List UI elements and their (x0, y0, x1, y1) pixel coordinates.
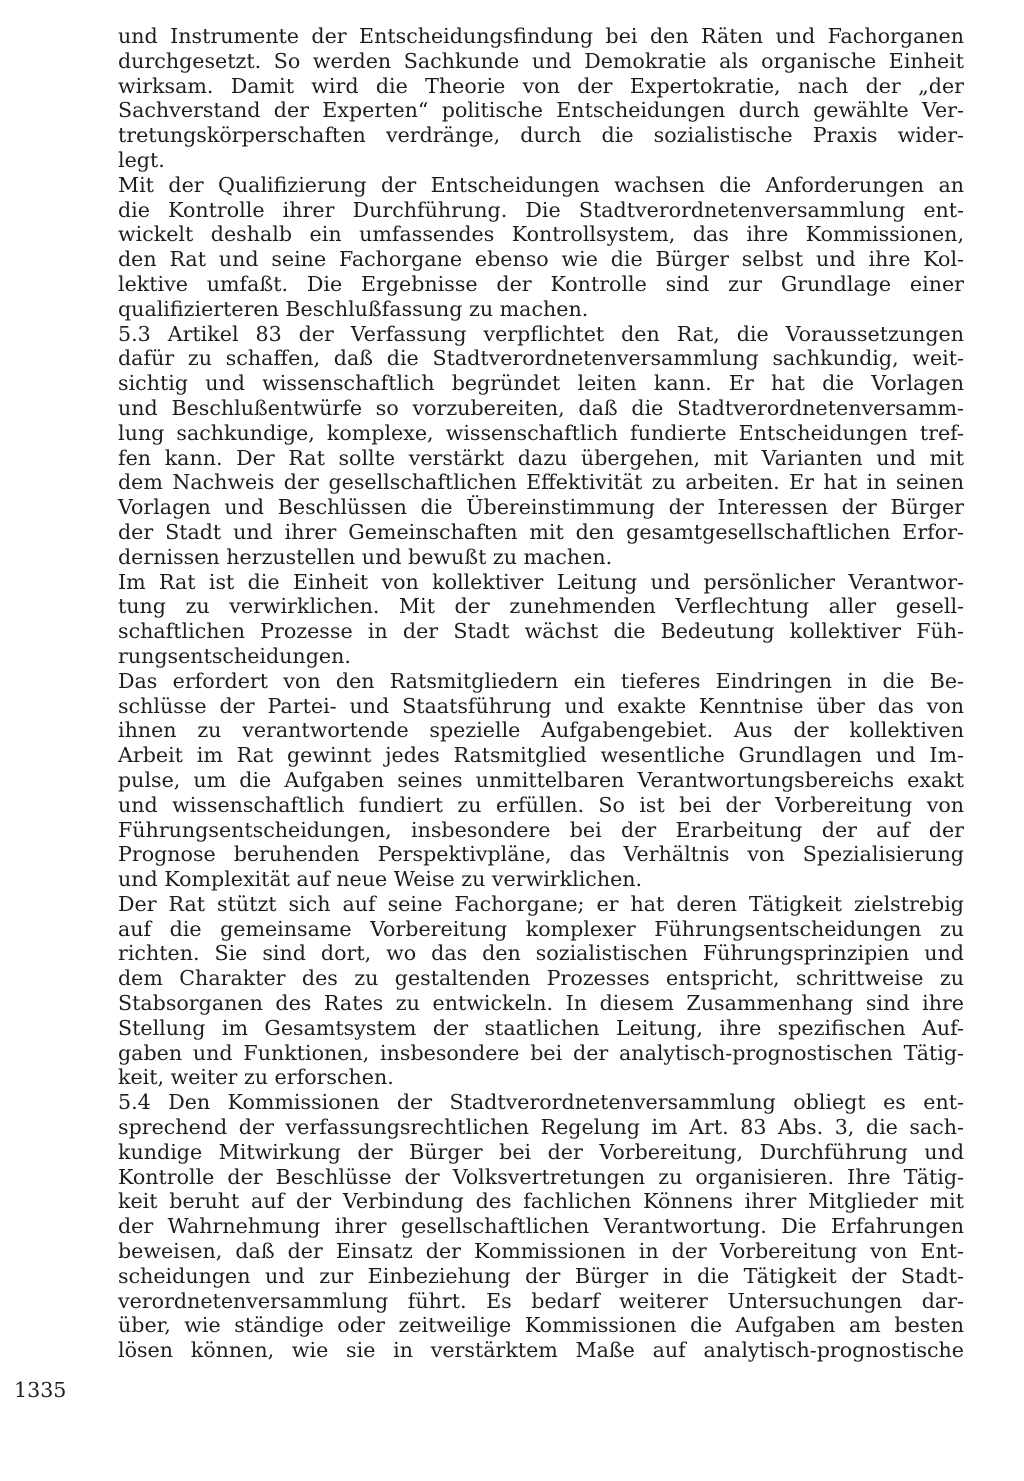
text-line: gaben und Funktionen, insbesondere bei der analytisch-prognostischen Tätig- (118, 1040, 964, 1065)
text-line: lektive umfaßt. Die Ergebnisse der Kontrolle sind zur Grundlage einer (118, 271, 964, 296)
text-line: dem Charakter des zu gestaltenden Prozesses entspricht, schrittweise zu (118, 966, 964, 991)
text-line: Prognose beruhenden Perspektivpläne, das Verhältnis von Spezialisierung (118, 842, 964, 867)
text-line: kundige Mitwirkung der Bürger bei der Vorbereitung, Durchführung und (118, 1139, 964, 1164)
text-line: lösen können, wie sie in verstärktem Maße auf analytisch-prognostische (118, 1338, 964, 1363)
text-line: und Komplexität auf neue Weise zu verwirklichen. (118, 867, 643, 892)
text-line: wirksam. Damit wird die Theorie von der Expertokratie, nach der „der (118, 73, 964, 98)
text-line: qualifizierteren Beschlußfassung zu machen. (118, 296, 589, 321)
text-line: schaftlichen Prozesse in der Stadt wächst die Bedeutung kollektiver Füh- (118, 619, 964, 644)
text-line: fen kann. Der Rat sollte verstärkt dazu übergehen, mit Varianten und mit (118, 445, 964, 470)
text-line: legt. (118, 147, 165, 172)
text-line: Der Rat stützt sich auf seine Fachorgane; er hat deren Tätigkeit zielstrebig (118, 891, 964, 916)
text-line: keit beruht auf der Verbindung des fachlichen Könnens ihrer Mitglieder mit (118, 1189, 964, 1214)
text-line: tretungskörperschaften verdränge, durch die sozialistische Praxis wider- (118, 123, 964, 148)
text-line: durchgesetzt. So werden Sachkunde und Demokratie als organische Einheit (118, 48, 964, 73)
text-line: dernissen herzustellen und bewußt zu machen. (118, 544, 613, 569)
text-line: Stabsorganen des Rates zu entwickeln. In diesem Zusammenhang sind ihre (118, 991, 964, 1016)
text-line: Vorlagen und Beschlüssen die Übereinstimmung der Interessen der Bürger (118, 495, 964, 520)
text-line: Sachverstand der Experten“ politische Entscheidungen durch gewählte Ver- (118, 98, 964, 123)
text-line: rungsentscheidungen. (118, 643, 351, 668)
text-line: Kontrolle der Beschlüsse der Volksvertretungen zu organisieren. Ihre Tätig- (118, 1164, 964, 1189)
text-line: wickelt deshalb ein umfassendes Kontrollsystem, das ihre Kommissionen, (118, 222, 964, 247)
text-line: schlüsse der Partei- und Staatsführung und exakte Kenntnise über das von (118, 693, 964, 718)
body-text (118, 24, 964, 1363)
text-line: verordnetenversammlung führt. Es bedarf weiterer Untersuchungen dar- (118, 1288, 964, 1313)
text-line: pulse, um die Aufgaben seines unmittelbaren Verantwortungsbereichs exakt (118, 767, 964, 792)
text-line: über, wie ständige oder zeitweilige Kommissionen die Aufgaben am besten (118, 1313, 964, 1338)
text-line: Führungsentscheidungen, insbesondere bei der Erarbeitung der auf der (118, 817, 964, 842)
page-number: 1335 (14, 1378, 67, 1402)
text-line: Mit der Qualifizierung der Entscheidungen wachsen die Anforderungen an (118, 172, 964, 197)
text-line: Im Rat ist die Einheit von kollektiver Leitung und persönlicher Verantwor- (118, 569, 964, 594)
text-line: und Instrumente der Entscheidungsfindung bei den Räten und Fachorganen (118, 24, 964, 48)
text-line: der Wahrnehmung ihrer gesellschaftlichen Verantwortung. Die Erfahrungen (118, 1214, 964, 1239)
text-line: lung sachkundige, komplexe, wissenschaftlich fundierte Entscheidungen tref- (118, 420, 964, 445)
text-line: Das erfordert von den Ratsmitgliedern ein tieferes Eindringen in die Be- (118, 668, 964, 693)
text-line: auf die gemeinsame Vorbereitung komplexer Führungsentscheidungen zu (118, 916, 964, 941)
text-line: tung zu verwirklichen. Mit der zunehmenden Verflechtung aller gesell- (118, 594, 964, 619)
text-line: keit, weiter zu erforschen. (118, 1065, 394, 1090)
text-line: und wissenschaftlich fundiert zu erfüllen. So ist bei der Vorbereitung von (118, 792, 964, 817)
text-line: scheidungen und zur Einbeziehung der Bürger in die Tätigkeit der Stadt- (118, 1263, 964, 1288)
text-line: und Beschlußentwürfe so vorzubereiten, daß die Stadtverordnetenversamm- (118, 395, 964, 420)
text-line: sichtig und wissenschaftlich begründet leiten kann. Er hat die Vorlagen (118, 371, 964, 396)
text-line: dem Nachweis der gesellschaftlichen Effektivität zu arbeiten. Er hat in seinen (118, 470, 964, 495)
text-line: 5.3 Artikel 83 der Verfassung verpflichtet den Rat, die Voraussetzungen (118, 321, 964, 346)
text-line: 5.4 Den Kommissionen der Stadtverordnetenversammlung obliegt es ent- (118, 1090, 964, 1115)
text-line: Stellung im Gesamtsystem der staatlichen Leitung, ihre spezifischen Auf- (118, 1015, 964, 1040)
text-line: der Stadt und ihrer Gemeinschaften mit den gesamtgesellschaftlichen Erfor- (118, 519, 964, 544)
text-line: dafür zu schaffen, daß die Stadtverordnetenversammlung sachkundig, weit- (118, 346, 964, 371)
text-line: Arbeit im Rat gewinnt jedes Ratsmitglied wesentliche Grundlagen und Im- (118, 743, 964, 768)
text-line: richten. Sie sind dort, wo das den sozialistischen Führungsprinzipien und (118, 941, 964, 966)
text-line: ihnen zu verantwortende spezielle Aufgabengebiet. Aus der kollektiven (118, 718, 964, 743)
text-line: die Kontrolle ihrer Durchführung. Die Stadtverordnetenversammlung ent- (118, 197, 964, 222)
text-line: sprechend der verfassungsrechtlichen Regelung im Art. 83 Abs. 3, die sach- (118, 1115, 964, 1140)
text-line: den Rat und seine Fachorgane ebenso wie die Bürger selbst und ihre Kol- (118, 247, 964, 272)
text-line: beweisen, daß der Einsatz der Kommissionen in der Vorbereitung von Ent- (118, 1239, 964, 1264)
